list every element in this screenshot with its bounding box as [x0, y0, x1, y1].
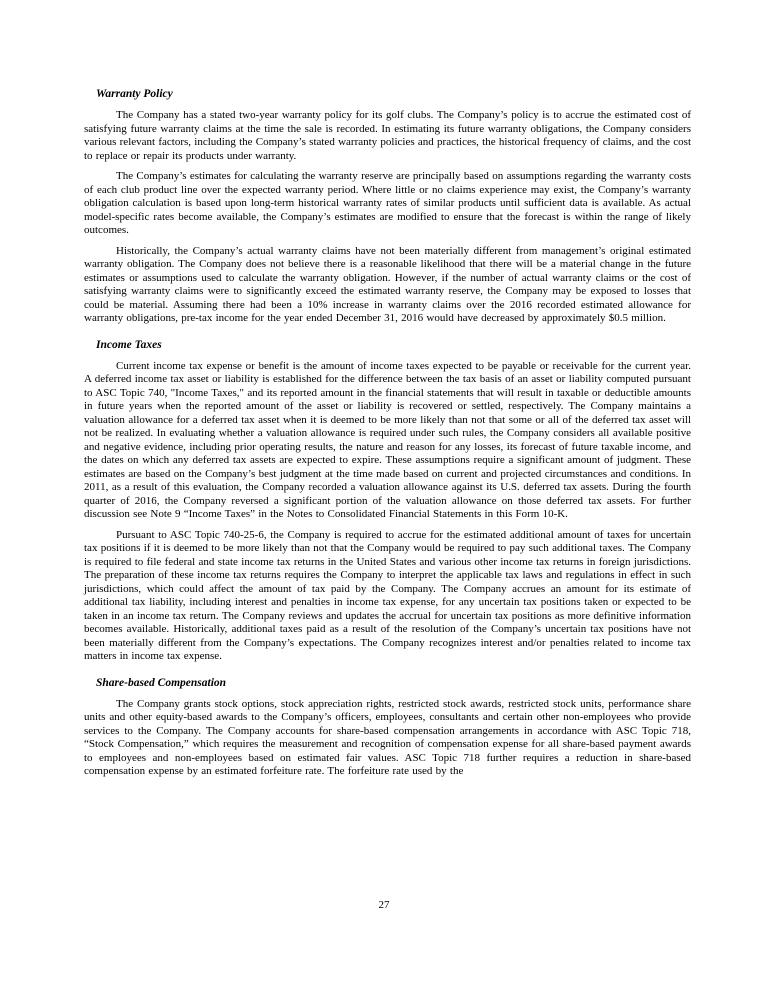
section-warranty-policy: [84, 88, 691, 326]
section-income-taxes: [84, 339, 691, 664]
paragraph: Pursuant to ASC Topic 740-25-6, the Company is required to accrue for the estimated additional amount of taxes for uncertain tax positions if it is deemed to be more likely than not that the Company would be required to pay such additional taxes. The Company is required to file federal and state income tax returns in the United States and various other income tax returns in foreign jurisdictions. The preparation of these income tax returns requires the Company to interpret the applicable tax laws and regulations in effect in such jurisdictions, which could affect the amount of tax paid by the Company. The Company accrues an amount for its estimate of additional tax liability, including interest and penalties in income tax expense, for any uncertain tax positions taken or expected to be taken in an income tax return. The Company reviews and updates the accrual for uncertain tax positions as more definitive information becomes available. Historically, additional taxes paid as a result of the resolution of the Company’s uncertain tax positions have not been materially different from the Company’s expectations. The Company recognizes interest and/or penalties related to income tax matters in income tax expense.: [84, 528, 691, 662]
paragraph: The Company has a stated two-year warranty policy for its golf clubs. The Company’s policy is to accrue the estimated cost of satisfying future warranty claims at the time the sale is recorded. In estimating its future warranty obligations, the Company considers various relevant factors, including the Company’s stated warranty policies and practices, the historical frequency of claims, and the cost to replace or repair its products under warranty.: [84, 109, 691, 162]
document-content: [84, 88, 691, 779]
section-heading: Share-based Compensation: [96, 676, 227, 689]
paragraph: Current income tax expense or benefit is the amount of income taxes expected to be payable or receivable for the current year. A deferred income tax asset or liability is established for the difference between the tax basis of an asset or liability computed pursuant to ASC Topic 740, "Income Taxes," and its reported amount in the financial statements that will result in taxable or deductible amounts in future years when the reported amount of the asset or liability is recovered or settled, respectively. The Company maintains a valuation allowance for a deferred tax asset when it is deemed to be more likely than not that some or all of the deferred tax asset will not be realized. In evaluating whether a valuation allowance is required under such rules, the Company considers all available positive and negative evidence, including prior operating results, the nature and reason for any losses, its forecast of future taxable income, and the dates on which any deferred tax assets are expected to expire. These assumptions require a significant amount of judgment. These estimates are based on the Company’s best judgment at the time made based on current and projected circumstances and conditions. In 2011, as a result of this evaluation, the Company recorded a valuation allowance against its U.S. deferred tax assets. During the fourth quarter of 2016, the Company reversed a significant portion of the valuation allowance on those deferred tax assets. For further discussion see Note 9 “Income Taxes” in the Notes to Consolidated Financial Statements in this Form 10-K.: [84, 359, 691, 520]
paragraph: The Company grants stock options, stock appreciation rights, restricted stock awards, restricted stock units, performance share units and other equity-based awards to the Company’s officers, employees, consultants and certain other non-employees who provide services to the Company. The Company accounts for share-based compensation arrangements in accordance with ASC Topic 718, “Stock Compensation,” which requires the measurement and recognition of compensation expense for all share-based payment awards to employees and non-employees based on estimated fair values. ASC Topic 718 further requires a reduction in share-based compensation expense by an estimated forfeiture rate. The forfeiture rate used by the: [84, 697, 691, 777]
section-heading: Warranty Policy: [96, 88, 173, 100]
section-share-based-compensation: [84, 677, 691, 779]
paragraph: The Company’s estimates for calculating the warranty reserve are principally based on assumptions regarding the warranty costs of each club product line over the expected warranty period. Where little or no claims experience may exist, the Company’s warranty obligation calculation is based upon long-term historical warranty rates of similar products until sufficient data is available. As actual model-specific rates become available, the Company’s estimates are modified to ensure that the forecast is within the range of likely outcomes.: [84, 170, 691, 236]
section-heading: Income Taxes: [96, 338, 162, 351]
page-number: 27: [378, 899, 390, 911]
paragraph: Historically, the Company’s actual warranty claims have not been materially different from management’s original estimated warranty obligation. The Company does not believe there is a reasonable likelihood that there will be a material change in the future estimates or assumptions used to calculate the warranty obligation. However, if the number of actual warranty claims or the cost of satisfying warranty claims were to significantly exceed the estimated warranty reserve, the Company may be exposed to losses that could be material. Assuming there had been a 10% increase in warranty claims over the 2016 recorded estimated allowance for warranty obligations, pre-tax income for the year ended December 31, 2016 would have decreased by approximately $0.5 million.: [84, 244, 691, 324]
